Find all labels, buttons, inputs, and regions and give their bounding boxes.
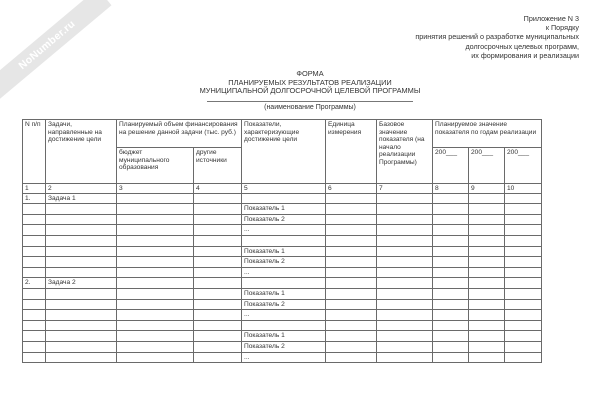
budget-cell[interactable] <box>117 288 194 299</box>
task-cell[interactable]: Задача 1 <box>46 193 117 204</box>
year-2-cell[interactable] <box>469 267 505 278</box>
column-number: 7 <box>377 184 433 194</box>
unit-cell[interactable] <box>326 341 377 352</box>
header-year-2: 200___ <box>469 148 505 184</box>
base-value-cell[interactable] <box>377 246 433 257</box>
year-2-cell[interactable] <box>469 310 505 321</box>
header-planned: Планируемое значение показателя по годам реализации <box>433 120 542 148</box>
table-row <box>23 299 542 310</box>
year-2-cell[interactable] <box>469 193 505 204</box>
base-value-cell[interactable] <box>377 341 433 352</box>
other-sources-cell[interactable] <box>194 320 242 331</box>
other-sources-cell[interactable] <box>194 257 242 268</box>
indicator-cell[interactable]: ... <box>242 352 326 363</box>
task-cell[interactable] <box>46 288 117 299</box>
base-value-cell[interactable] <box>377 235 433 246</box>
year-3-cell[interactable] <box>505 267 542 278</box>
indicator-cell[interactable]: ... <box>242 267 326 278</box>
task-cell[interactable] <box>46 299 117 310</box>
indicator-cell[interactable]: Показатель 1 <box>242 246 326 257</box>
task-cell[interactable] <box>46 246 117 257</box>
other-sources-cell[interactable] <box>194 310 242 321</box>
year-3-cell[interactable] <box>505 246 542 257</box>
year-3-cell[interactable] <box>505 235 542 246</box>
year-1-cell[interactable] <box>433 267 469 278</box>
title-line: ПЛАНИРУЕМЫХ РЕЗУЛЬТАТОВ РЕАЛИЗАЦИИ <box>228 77 392 87</box>
row-num-cell[interactable] <box>23 310 46 321</box>
base-value-cell[interactable] <box>377 288 433 299</box>
header-unit: Единица измерения <box>326 120 377 184</box>
other-sources-cell[interactable] <box>194 299 242 310</box>
row-num-cell[interactable] <box>23 246 46 257</box>
indicator-cell[interactable]: Показатель 1 <box>242 331 326 342</box>
base-value-cell[interactable] <box>377 331 433 342</box>
row-num-cell[interactable] <box>23 267 46 278</box>
unit-cell[interactable] <box>326 225 377 236</box>
year-2-cell[interactable] <box>469 320 505 331</box>
year-2-cell[interactable] <box>469 352 505 363</box>
year-1-cell[interactable] <box>433 225 469 236</box>
header-year-1: 200___ <box>433 148 469 184</box>
header-year-3: 200___ <box>505 148 542 184</box>
column-number: 8 <box>433 184 469 194</box>
column-number: 2 <box>46 184 117 194</box>
year-1-cell[interactable] <box>433 235 469 246</box>
results-table <box>22 119 542 363</box>
column-numbers-row <box>23 184 542 194</box>
indicator-cell[interactable]: Показатель 2 <box>242 341 326 352</box>
task-cell[interactable] <box>46 257 117 268</box>
table-row <box>23 267 542 278</box>
program-name-line[interactable] <box>207 101 413 102</box>
year-1-cell[interactable] <box>433 299 469 310</box>
table-row <box>23 320 542 331</box>
budget-cell[interactable] <box>117 352 194 363</box>
row-num-cell[interactable] <box>23 288 46 299</box>
base-value-cell[interactable] <box>377 352 433 363</box>
year-3-cell[interactable] <box>505 257 542 268</box>
unit-cell[interactable] <box>326 246 377 257</box>
budget-cell[interactable] <box>117 267 194 278</box>
unit-cell[interactable] <box>326 235 377 246</box>
base-value-cell[interactable] <box>377 225 433 236</box>
year-2-cell[interactable] <box>469 278 505 289</box>
base-value-cell[interactable] <box>377 257 433 268</box>
table-row <box>23 204 542 215</box>
year-2-cell[interactable] <box>469 331 505 342</box>
unit-cell[interactable] <box>326 278 377 289</box>
column-number: 1 <box>23 184 46 194</box>
year-1-cell[interactable] <box>433 214 469 225</box>
year-1-cell[interactable] <box>433 193 469 204</box>
table-row <box>23 288 542 299</box>
task-cell[interactable]: Задача 2 <box>46 278 117 289</box>
other-sources-cell[interactable] <box>194 288 242 299</box>
base-value-cell[interactable] <box>377 310 433 321</box>
base-value-cell[interactable] <box>377 267 433 278</box>
unit-cell[interactable] <box>326 214 377 225</box>
indicator-cell[interactable] <box>242 320 326 331</box>
header-funding-other: другие источники <box>194 148 242 184</box>
task-cell[interactable] <box>46 320 117 331</box>
year-3-cell[interactable] <box>505 352 542 363</box>
budget-cell[interactable] <box>117 193 194 204</box>
task-cell[interactable] <box>46 341 117 352</box>
appendix-line: к Порядку <box>545 23 579 33</box>
column-number: 3 <box>117 184 194 194</box>
indicator-cell[interactable] <box>242 278 326 289</box>
other-sources-cell[interactable] <box>194 331 242 342</box>
task-cell[interactable] <box>46 310 117 321</box>
year-1-cell[interactable] <box>433 352 469 363</box>
base-value-cell[interactable] <box>377 320 433 331</box>
other-sources-cell[interactable] <box>194 225 242 236</box>
year-3-cell[interactable] <box>505 225 542 236</box>
column-number: 6 <box>326 184 377 194</box>
year-3-cell[interactable] <box>505 193 542 204</box>
budget-cell[interactable] <box>117 246 194 257</box>
year-2-cell[interactable] <box>469 235 505 246</box>
year-1-cell[interactable] <box>433 310 469 321</box>
task-cell[interactable] <box>46 204 117 215</box>
appendix-note <box>319 14 579 60</box>
column-number: 9 <box>469 184 505 194</box>
table-row <box>23 246 542 257</box>
task-cell[interactable] <box>46 225 117 236</box>
appendix-line: долгосрочных целевых программ, <box>465 41 579 51</box>
table-row <box>23 341 542 352</box>
table-row <box>23 278 542 289</box>
task-cell[interactable] <box>46 235 117 246</box>
header-num: N п/п <box>23 120 46 184</box>
table-row <box>23 352 542 363</box>
column-number: 4 <box>194 184 242 194</box>
indicator-cell[interactable]: Показатель 2 <box>242 299 326 310</box>
other-sources-cell[interactable] <box>194 193 242 204</box>
other-sources-cell[interactable] <box>194 278 242 289</box>
unit-cell[interactable] <box>326 288 377 299</box>
column-number: 10 <box>505 184 542 194</box>
budget-cell[interactable] <box>117 278 194 289</box>
other-sources-cell[interactable] <box>194 235 242 246</box>
table-row <box>23 214 542 225</box>
title-line: ФОРМА <box>296 69 324 78</box>
base-value-cell[interactable] <box>377 204 433 215</box>
year-1-cell[interactable] <box>433 341 469 352</box>
budget-cell[interactable] <box>117 320 194 331</box>
other-sources-cell[interactable] <box>194 341 242 352</box>
unit-cell[interactable] <box>326 267 377 278</box>
appendix-line: их формирования и реализации <box>471 50 579 60</box>
row-num-cell[interactable] <box>23 320 46 331</box>
year-3-cell[interactable] <box>505 214 542 225</box>
unit-cell[interactable] <box>326 352 377 363</box>
unit-cell[interactable] <box>326 310 377 321</box>
indicator-cell[interactable]: Показатель 2 <box>242 257 326 268</box>
year-3-cell[interactable] <box>505 341 542 352</box>
header-funding: Планируемый объем финансирования на решение данной задачи (тыс. руб.) <box>117 120 242 148</box>
year-1-cell[interactable] <box>433 288 469 299</box>
year-3-cell[interactable] <box>505 204 542 215</box>
year-3-cell[interactable] <box>505 278 542 289</box>
program-name-caption: (наименование Программы) <box>264 104 356 111</box>
year-1-cell[interactable] <box>433 246 469 257</box>
other-sources-cell[interactable] <box>194 267 242 278</box>
indicator-cell[interactable] <box>242 235 326 246</box>
table-row <box>23 310 542 321</box>
unit-cell[interactable] <box>326 331 377 342</box>
unit-cell[interactable] <box>326 204 377 215</box>
appendix-line: принятия решений о разработке муниципальных <box>415 32 579 42</box>
form-title <box>180 70 440 96</box>
year-1-cell[interactable] <box>433 331 469 342</box>
indicator-cell[interactable]: Показатель 1 <box>242 204 326 215</box>
budget-cell[interactable] <box>117 225 194 236</box>
header-tasks: Задачи, направленные на достижение цели <box>46 120 117 184</box>
table-row <box>23 225 542 236</box>
year-2-cell[interactable] <box>469 246 505 257</box>
unit-cell[interactable] <box>326 299 377 310</box>
row-num-cell[interactable] <box>23 257 46 268</box>
task-cell[interactable] <box>46 352 117 363</box>
header-funding-budget: бюджет муниципального образования <box>117 148 194 184</box>
other-sources-cell[interactable] <box>194 204 242 215</box>
indicator-cell[interactable]: ... <box>242 225 326 236</box>
task-cell[interactable] <box>46 214 117 225</box>
budget-cell[interactable] <box>117 214 194 225</box>
year-3-cell[interactable] <box>505 331 542 342</box>
task-cell[interactable] <box>46 267 117 278</box>
year-2-cell[interactable] <box>469 299 505 310</box>
appendix-line: Приложение N 3 <box>523 14 579 23</box>
indicator-cell[interactable]: Показатель 2 <box>242 214 326 225</box>
unit-cell[interactable] <box>326 257 377 268</box>
row-num-cell[interactable] <box>23 235 46 246</box>
base-value-cell[interactable] <box>377 299 433 310</box>
year-2-cell[interactable] <box>469 214 505 225</box>
watermark: NoNumber.ru <box>0 0 112 102</box>
unit-cell[interactable] <box>326 193 377 204</box>
indicator-cell[interactable]: Показатель 1 <box>242 288 326 299</box>
year-2-cell[interactable] <box>469 204 505 215</box>
row-num-cell[interactable]: 2. <box>23 278 46 289</box>
budget-cell[interactable] <box>117 299 194 310</box>
table-row <box>23 257 542 268</box>
year-2-cell[interactable] <box>469 257 505 268</box>
base-value-cell[interactable] <box>377 214 433 225</box>
budget-cell[interactable] <box>117 341 194 352</box>
unit-cell[interactable] <box>326 320 377 331</box>
year-2-cell[interactable] <box>469 225 505 236</box>
row-num-cell[interactable] <box>23 341 46 352</box>
year-3-cell[interactable] <box>505 320 542 331</box>
task-cell[interactable] <box>46 331 117 342</box>
other-sources-cell[interactable] <box>194 246 242 257</box>
budget-cell[interactable] <box>117 257 194 268</box>
year-2-cell[interactable] <box>469 288 505 299</box>
budget-cell[interactable] <box>117 204 194 215</box>
indicator-cell[interactable]: ... <box>242 310 326 321</box>
row-num-cell[interactable] <box>23 331 46 342</box>
indicator-cell[interactable] <box>242 193 326 204</box>
year-1-cell[interactable] <box>433 278 469 289</box>
other-sources-cell[interactable] <box>194 214 242 225</box>
title-line: МУНИЦИПАЛЬНОЙ ДОЛГОСРОЧНОЙ ЦЕЛЕВОЙ ПРОГРАММЫ <box>199 86 421 96</box>
year-3-cell[interactable] <box>505 288 542 299</box>
budget-cell[interactable] <box>117 331 194 342</box>
row-num-cell[interactable] <box>23 214 46 225</box>
table-row <box>23 331 542 342</box>
header-indicators: Показатели, характеризующие достижение цели <box>242 120 326 184</box>
row-num-cell[interactable] <box>23 225 46 236</box>
row-num-cell[interactable] <box>23 299 46 310</box>
header-base-value: Базовое значение показателя (на начало реализации Программы) <box>377 120 433 184</box>
budget-cell[interactable] <box>117 310 194 321</box>
year-3-cell[interactable] <box>505 310 542 321</box>
row-num-cell[interactable]: 1. <box>23 193 46 204</box>
year-3-cell[interactable] <box>505 299 542 310</box>
column-number: 5 <box>242 184 326 194</box>
year-2-cell[interactable] <box>469 341 505 352</box>
base-value-cell[interactable] <box>377 278 433 289</box>
other-sources-cell[interactable] <box>194 352 242 363</box>
row-num-cell[interactable] <box>23 204 46 215</box>
table-row <box>23 235 542 246</box>
table-row <box>23 193 542 204</box>
year-1-cell[interactable] <box>433 320 469 331</box>
base-value-cell[interactable] <box>377 193 433 204</box>
budget-cell[interactable] <box>117 235 194 246</box>
row-num-cell[interactable] <box>23 352 46 363</box>
year-1-cell[interactable] <box>433 257 469 268</box>
year-1-cell[interactable] <box>433 204 469 215</box>
